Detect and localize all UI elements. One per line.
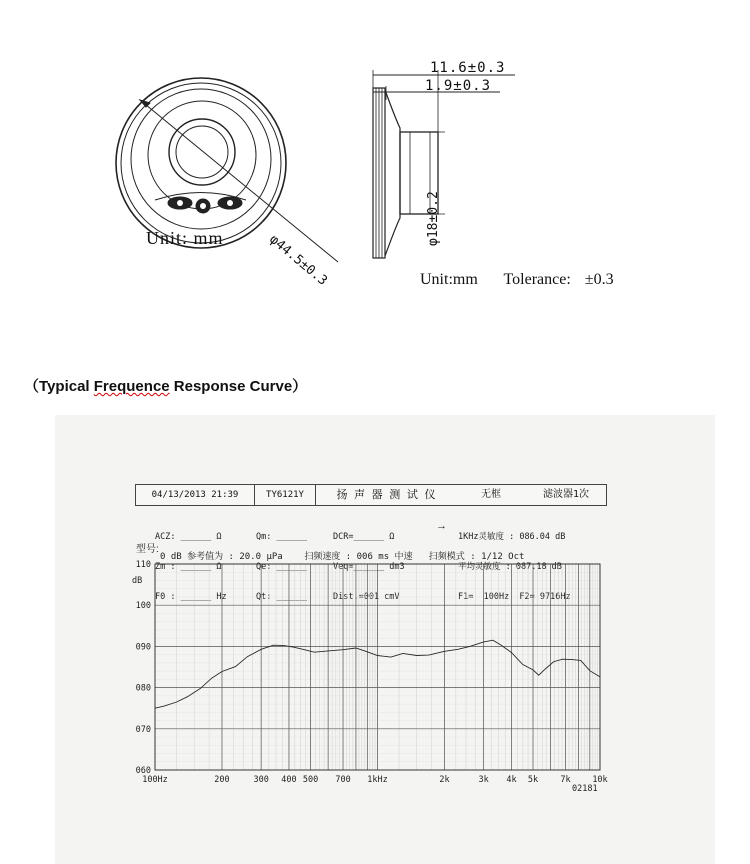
- x-tick-label: 2k: [439, 775, 450, 785]
- y-tick-label: 110: [135, 560, 151, 570]
- tolerance-label: Tolerance:: [503, 271, 571, 288]
- unit-label-left: Unit: mm: [146, 228, 224, 248]
- y-tick-label: 090: [135, 642, 151, 653]
- x-tick-label: 700: [335, 775, 351, 785]
- x-tick-label: 400: [281, 775, 297, 785]
- section-heading: （Typical Frequence Response Curve）: [24, 378, 308, 395]
- chart-x-ticks: [142, 775, 607, 785]
- diameter-dimension: φ44.5±0.3: [266, 232, 330, 289]
- report-filter: 滤波器1次: [542, 489, 590, 500]
- chart-y-ticks: [136, 560, 151, 776]
- param-col4: 1KHz灵敏度 : 086.04 dB 平均灵敏度 : 087.18 dB F1= 100Hz F2= 9716Hz: [458, 532, 571, 602]
- param-col1: ACZ: ______ Ω Zm : ______ Ω F0 : ______ Hz: [155, 532, 227, 602]
- report-instrument-title: 扬 声 器 测 试 仪: [336, 488, 436, 501]
- report-box-type: 无框: [481, 489, 501, 500]
- report-date: 04/13/2013 21:39: [136, 485, 255, 505]
- total-depth-dimension: 11.6±0.3: [430, 60, 506, 76]
- y-tick-label: 100: [135, 601, 151, 612]
- magnet-diameter-dimension: φ18±0.2: [426, 191, 441, 246]
- report-serial: 02181: [572, 784, 598, 794]
- y-tick-label: 080: [135, 683, 151, 694]
- arrow-icon: →: [436, 520, 447, 532]
- x-tick-label: 100Hz: [142, 775, 168, 785]
- x-tick-label: 7k: [560, 775, 571, 785]
- chart-major-grid: [155, 564, 600, 770]
- report-model: TY6121Y: [255, 485, 316, 505]
- param-col3: DCR=______ Ω Veq=______ dm3 Dist.=001 cmV: [333, 532, 405, 602]
- misspelled-word: Frequence: [93, 378, 170, 395]
- x-tick-label: 5k: [527, 775, 539, 785]
- tolerance-value: ±0.3: [584, 271, 614, 288]
- param-col2: Qm: ______ Qe: ______ Qt: ______: [256, 532, 308, 602]
- measurement-info: 0 dB 参考值为 : 20.0 μPa 扫频速度 : 006 ms 中速 扫频模式 : 1/12 Oct: [160, 552, 525, 562]
- model-label: 型号:: [136, 544, 159, 555]
- x-tick-label: 4k: [506, 775, 517, 785]
- x-tick-label: 3k: [478, 775, 489, 785]
- x-tick-label: 1kHz: [367, 775, 388, 785]
- y-tick-label: 060: [135, 766, 151, 776]
- y-unit-label: dB: [132, 576, 143, 586]
- x-tick-label: 300: [253, 775, 269, 785]
- unit-label-right: Unit:mm: [420, 271, 478, 288]
- flange-dimension: 1.9±0.3: [425, 78, 492, 94]
- x-tick-label: 10k: [592, 775, 608, 785]
- x-tick-label: 500: [302, 775, 319, 785]
- y-tick-label: 070: [135, 724, 151, 735]
- x-tick-label: 200: [214, 775, 230, 785]
